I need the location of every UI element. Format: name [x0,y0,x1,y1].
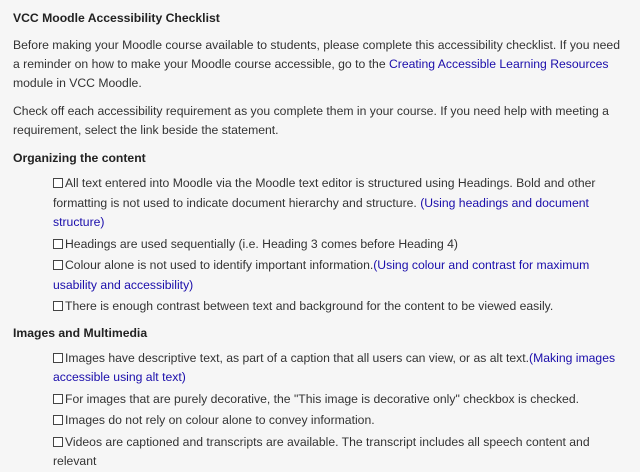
checklist-item [53,433,630,472]
item-text: Headings are used sequentially (i.e. Heading 3 comes before Heading 4) [65,236,458,251]
checklist-item [53,235,630,255]
item-text: There is enough contrast between text and background for the content to be viewed easily. [65,299,554,313]
checkbox[interactable] [53,260,63,270]
checkbox[interactable] [53,178,63,188]
item-text: Images have descriptive text, as part of a caption that all users can view, or as alt text. [65,350,530,365]
checkbox[interactable] [53,301,63,311]
checkbox[interactable] [53,437,63,447]
checklist-item [53,390,630,410]
item-text: For images that are purely decorative, the "This image is decorative only" checkbox is checked. [65,391,579,406]
checklist-item [53,256,630,295]
item-text: Colour alone is not used to identify important information. [65,258,374,272]
intro-text-before: Before making your Moodle course available to students, please complete this accessibility checklist. If you need a reminder on how to make your Moodle course accessible, go to the [13,38,620,71]
checklist-images [13,349,630,472]
checklist-organizing [13,174,630,317]
item-text: Videos are captioned and transcripts are available. The transcript includes all speech content and relevant [53,434,590,468]
checkbox[interactable] [53,353,63,363]
checklist-item [53,297,630,317]
checklist-item [53,411,630,431]
intro-paragraph-2: Check off each accessibility requirement as you complete them in your course. If you need help with meeting a requirement, select the link beside the statement. [13,104,609,137]
section-heading-images: Images and Multimedia [13,325,148,340]
item-text: All text entered into Moodle via the Moodle text editor is structured using Headings. Bold and other formatting is not used to indicate document hierarchy and structure. [53,176,596,210]
colour-contrast-link[interactable]: (Using colour and contrast for maximum usability and accessibility) [53,258,590,292]
checklist-item [53,174,630,233]
page-title: VCC Moodle Accessibility Checklist [13,11,220,25]
checklist-item [53,349,630,388]
item-text: Images do not rely on colour alone to convey information. [65,413,375,427]
section-heading-organizing: Organizing the content [13,151,146,165]
intro-paragraph-1 [13,36,630,93]
intro-text-after: module in VCC Moodle. [13,76,142,90]
creating-accessible-resources-link[interactable]: Creating Accessible Learning Resources [388,57,609,71]
checkbox[interactable] [53,394,63,404]
alt-text-link[interactable]: (Making images accessible using alt text) [53,350,616,384]
checkbox[interactable] [53,239,63,249]
headings-structure-link[interactable]: (Using headings and document structure) [53,195,589,229]
checkbox[interactable] [53,415,63,425]
